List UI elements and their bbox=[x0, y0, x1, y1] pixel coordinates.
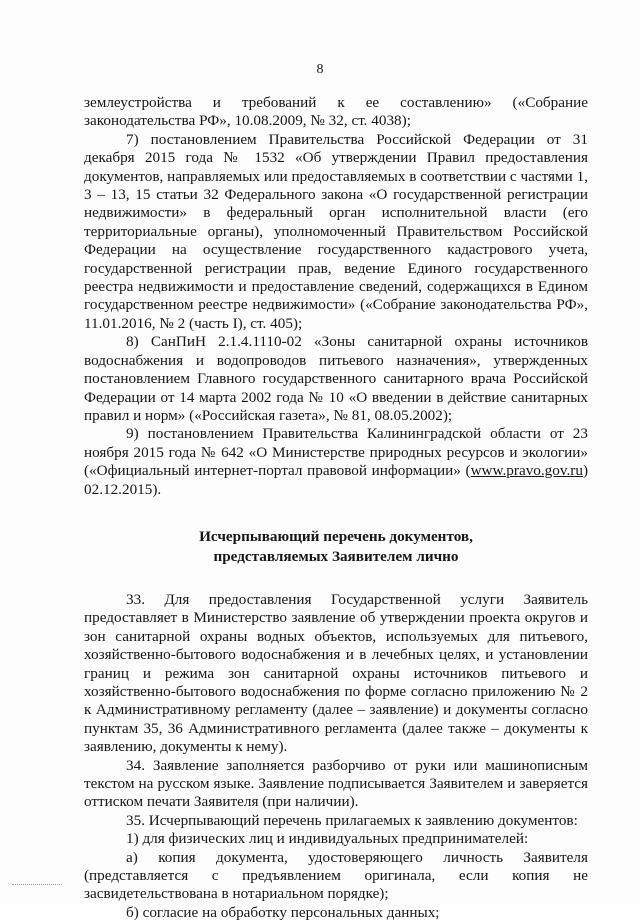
paragraph-35: 35. Исчерпывающий перечень прилагаемых к заявлению документов: bbox=[126, 811, 578, 829]
paragraph-item-9-text: 9) постановлением Правительства Калининградской области от 23 ноября 2015 года № 642 «О Министерстве природных ресурсов и экологии» («Официальный интернет-портал правовой информации» ( bbox=[84, 425, 588, 480]
section-heading bbox=[84, 527, 588, 567]
list-subitem-a: а) копия документа, удостоверяющего личность Заявителя (представляется с предъявлением оригинала, если копия не засвидетельствована в нотариальном порядке); bbox=[84, 848, 588, 903]
paragraph-33: 33. Для предоставления Государственной услуги Заявитель предоставляет в Министерство заявление об утверждении проекта округов и зон санитарной охраны водных объектов, используемых для питьевого, хозяйственно-бытового водоснабжения и в лечебных целях, и установлении границ и режима зон санитарной охраны источников питьевого и хозяйственно-бытового водоснабжения по форме согласно приложению № 2 к Административному регламенту (далее – заявление) и документы согласно пунктам 35, 36 Административного регламента (далее также – документы к заявлению, документы к нему). bbox=[84, 590, 588, 756]
paragraph-item-7: 7) постановлением Правительства Российской Федерации от 31 декабря 2015 года № 1532 «Об утверждении Правил предоставления документов, направляемых или предоставляемых в соответствии с частями 1, 3 – 13, 15 статьи 32 Федерального закона «О государственной регистрации недвижимости» в федеральный орган исполнительной власти (его территориальные органы), уполномоченный Правительством Российской Федерации на осуществление государственного кадастрового учета, государственной регистрации прав, ведение Единого государственного реестра недвижимости и предоставление сведений, содержащихся в Едином государственном реестре недвижимости» («Собрание законодательства РФ», 11.01.2016, № 2 (часть I), ст. 405); bbox=[84, 130, 588, 332]
document-body bbox=[84, 94, 588, 922]
paragraph-34: 34. Заявление заполняется разборчиво от руки или машинописным текстом на русском языке. Заявление подписывается Заявителем и заверяется оттиском печати Заявителя (при наличии). bbox=[84, 756, 588, 811]
section-heading-line-2: представляемых Заявителем лично bbox=[213, 547, 459, 565]
paragraph-item-9 bbox=[84, 425, 588, 499]
footer-scan-mark bbox=[12, 884, 62, 885]
page-number: 8 bbox=[316, 62, 324, 77]
list-subitem-b: б) согласие на обработку персональных данных; bbox=[126, 903, 440, 921]
paragraph-law-land-management: землеустройства и требований к ее составлению» («Собрание законодательства РФ», 10.08.2009, № 32, ст. 4038); bbox=[84, 94, 588, 130]
pravo-gov-link[interactable]: www.pravo.gov.ru bbox=[470, 462, 583, 480]
section-heading-line-1: Исчерпывающий перечень документов, bbox=[199, 527, 473, 545]
paragraph-item-9-date: ) 02.12.2015). bbox=[84, 462, 588, 498]
paragraph-item-8: 8) СанПиН 2.1.4.1110-02 «Зоны санитарной охраны источников водоснабжения и водопроводов питьевого назначения», утвержденных постановлением Главного государственного санитарного врача Российской Федерации от 14 марта 2002 года № 10 «О введении в действие санитарных правил и норм» («Российская газета», № 81, 08.05.2002); bbox=[84, 333, 588, 424]
list-item-individuals: 1) для физических лиц и индивидуальных предпринимателей: bbox=[126, 830, 529, 848]
